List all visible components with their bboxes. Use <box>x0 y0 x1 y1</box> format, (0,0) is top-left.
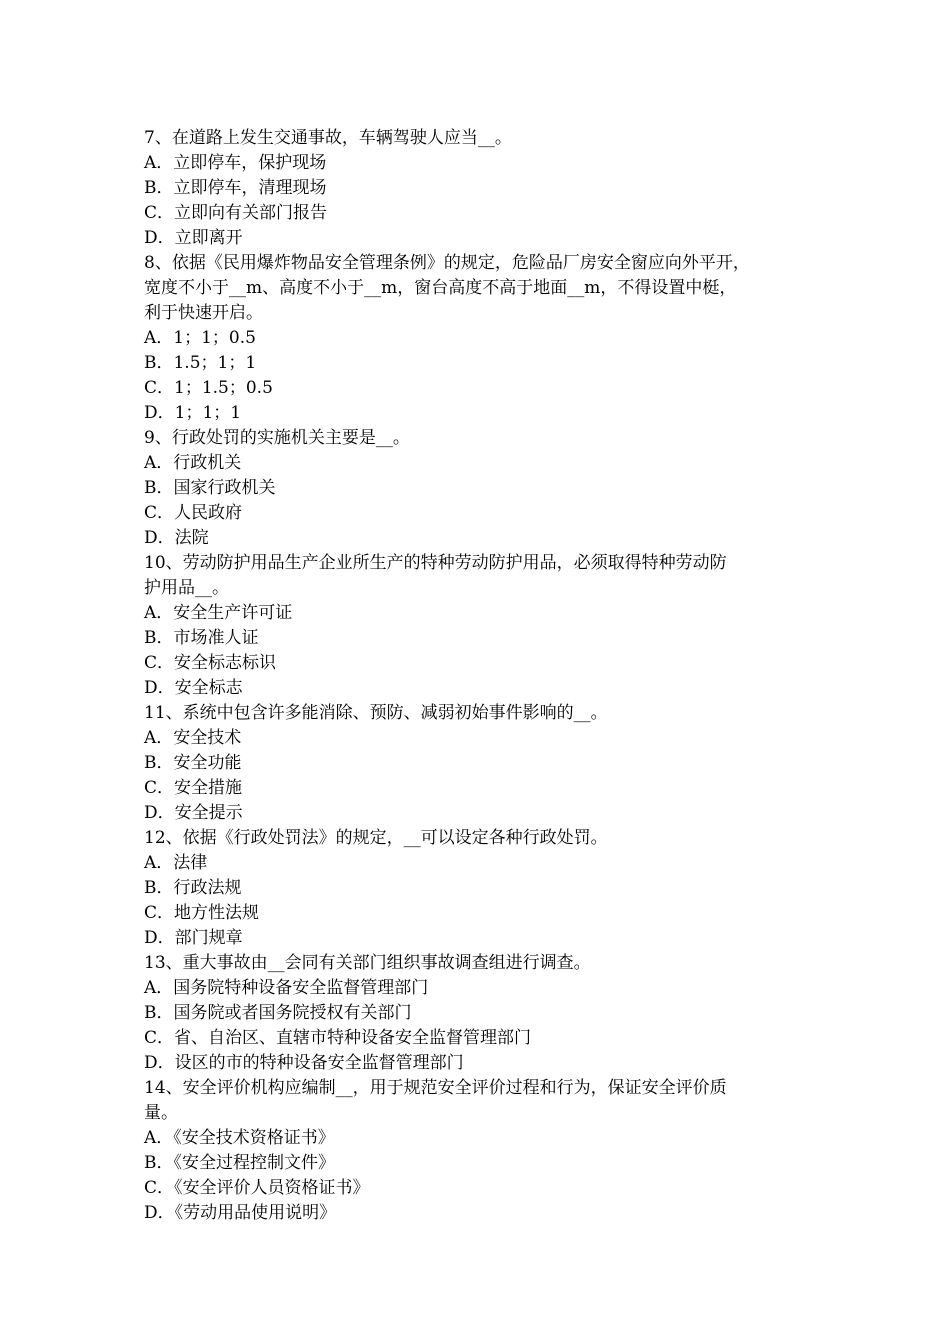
question-13-option-d: D．设区的市的特种设备安全监督管理部门 <box>144 1053 464 1073</box>
question-10-option-d: D．安全标志 <box>144 678 243 698</box>
question-11-option-b: B．安全功能 <box>144 753 242 773</box>
question-11-stem: 11、系统中包含许多能消除、预防、减弱初始事件影响的__。 <box>144 703 608 723</box>
question-13-option-c: C．省、自治区、直辖市特种设备安全监督管理部门 <box>144 1028 532 1048</box>
question-9-option-d: D．法院 <box>144 528 209 548</box>
question-7-option-a: A．立即停车，保护现场 <box>144 153 327 173</box>
question-8-stem-line-2: 宽度不小于__m、高度不小于__m，窗台高度不高于地面__m，不得设置中梃， <box>144 278 737 298</box>
question-8-stem-line-1: 8、依据《民用爆炸物品安全管理条例》的规定，危险品厂房安全窗应向外平开， <box>144 253 750 273</box>
question-14-option-d: D．《劳动用品使用说明》 <box>144 1203 337 1223</box>
question-14-stem-line-1: 14、安全评价机构应编制__，用于规范安全评价过程和行为，保证安全评价质 <box>144 1078 727 1098</box>
question-14-option-a: A．《安全技术资格证书》 <box>144 1128 335 1148</box>
question-13-option-a: A．国务院特种设备安全监督管理部门 <box>144 978 429 998</box>
question-8-option-d: D．1；1；1 <box>144 403 242 423</box>
question-8-option-b: B．1.5；1；1 <box>144 353 257 373</box>
question-9-stem: 9、行政处罚的实施机关主要是__。 <box>144 428 410 448</box>
question-list <box>144 126 824 1226</box>
question-8-stem-line-3: 利于快速开启。 <box>144 303 263 323</box>
question-9-option-a: A．行政机关 <box>144 453 242 473</box>
question-12-option-a: A．法律 <box>144 853 208 873</box>
question-7-option-b: B．立即停车，清理现场 <box>144 178 327 198</box>
question-7-stem: 7、在道路上发生交通事故，车辆驾驶人应当__。 <box>144 128 512 148</box>
question-10-stem-line-2: 护用品__。 <box>144 578 229 598</box>
question-12-option-c: C．地方性法规 <box>144 903 260 923</box>
question-10-option-b: B．市场准人证 <box>144 628 259 648</box>
question-14-option-c: C．《安全评价人员资格证书》 <box>144 1178 370 1198</box>
question-13-option-b: B．国务院或者国务院授权有关部门 <box>144 1003 412 1023</box>
question-7-option-d: D．立即离开 <box>144 228 243 248</box>
question-7-option-c: C．立即向有关部门报告 <box>144 203 328 223</box>
question-9-option-b: B．国家行政机关 <box>144 478 276 498</box>
question-10-option-a: A．安全生产许可证 <box>144 603 293 623</box>
question-12-option-d: D．部门规章 <box>144 928 243 948</box>
question-10-stem-line-1: 10、劳动防护用品生产企业所生产的特种劳动防护用品，必须取得特种劳动防 <box>144 553 727 573</box>
question-14-stem-line-2: 量。 <box>144 1103 178 1123</box>
question-8-option-c: C．1；1.5；0.5 <box>144 378 273 398</box>
question-12-stem: 12、依据《行政处罚法》的规定，__可以设定各种行政处罚。 <box>144 828 608 848</box>
question-8-option-a: A．1；1；0.5 <box>144 328 256 348</box>
question-12-option-b: B．行政法规 <box>144 878 242 898</box>
question-11-option-d: D．安全提示 <box>144 803 243 823</box>
question-11-option-c: C．安全措施 <box>144 778 243 798</box>
question-11-option-a: A．安全技术 <box>144 728 242 748</box>
question-9-option-c: C．人民政府 <box>144 503 243 523</box>
question-13-stem: 13、重大事故由__会同有关部门组织事故调查组进行调查。 <box>144 953 591 973</box>
question-10-option-c: C．安全标志标识 <box>144 653 277 673</box>
question-14-option-b: B．《安全过程控制文件》 <box>144 1153 335 1173</box>
